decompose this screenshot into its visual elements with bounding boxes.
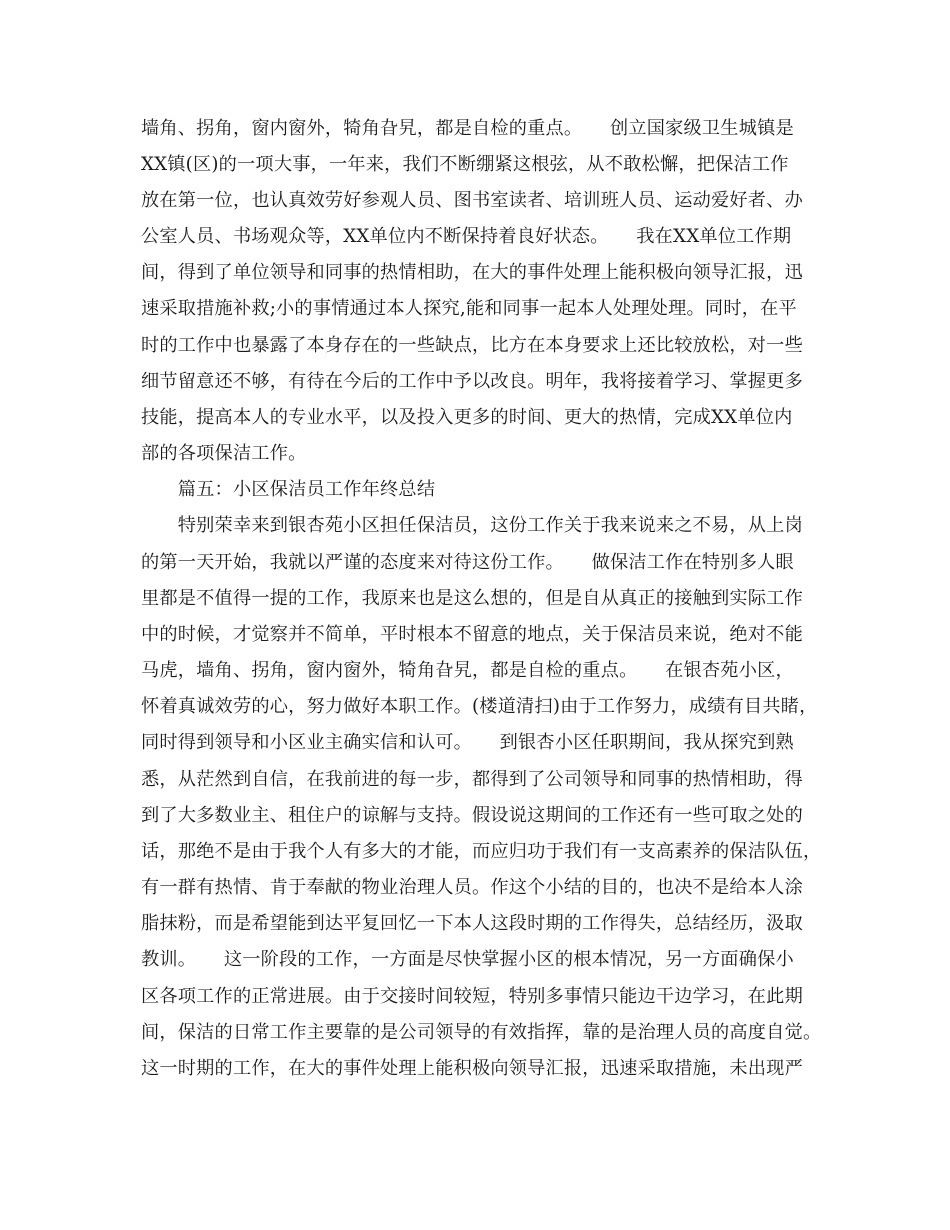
text-line: 话，那绝不是由于我个人有多大的才能，而应归功于我们有一支高素养的保洁队伍，	[141, 841, 822, 862]
text-line: XX镇(区)的一项大事，一年来，我们不断绷紧这根弦，从不敢松懈，把保洁工作	[141, 154, 789, 175]
text-line: 部的各项保洁工作。	[141, 443, 307, 464]
text-line: 同时得到领导和小区业主确实信和认可。 到银杏小区任职期间，我从探究到熟	[141, 732, 794, 753]
text-line: 公室人员、书场观众等，XX单位内不断保持着良好状态。 我在XX单位工作期	[141, 226, 792, 247]
text-line: 放在第一位，也认真效劳好参观人员、图书室读者、培训班人员、运动爱好者、办	[141, 190, 803, 211]
text-line: 区各项工作的正常进展。由于交接时间较短，特别多事情只能边干边学习，在此期	[141, 986, 803, 1007]
text-line: 墙角、拐角，窗内窗外，犄角旮旯，都是自检的重点。 创立国家级卫生城镇是	[141, 118, 794, 139]
text-line: 这一时期的工作，在大的事件处理上能积极向领导汇报，迅速采取措施，未出现严	[141, 1058, 803, 1079]
text-line: 怀着真诚效劳的心，努力做好本职工作。(楼道清扫)由于工作努力，成绩有目共睹，	[141, 696, 818, 717]
text-line: 悉，从茫然到自信，在我前进的每一步，都得到了公司领导和同事的热情相助，得	[141, 769, 803, 790]
section-heading: 篇五：小区保洁员工作年终总结	[141, 479, 436, 500]
text-line: 时的工作中也暴露了本身存在的一些缺点，比方在本身要求上还比较放松，对一些	[141, 335, 803, 356]
text-line: 到了大多数业主、租住户的谅解与支持。假设说这期间的工作还有一些可取之处的	[141, 805, 803, 826]
text-line: 速采取措施补救;小的事情通过本人探究,能和同事一起本人处理处理。同时，在平	[141, 298, 797, 319]
text-line: 脂抹粉，而是希望能到达平复回忆一下本人这段时期的工作得失，总结经历，汲取	[141, 913, 803, 934]
text-line: 间，得到了单位领导和同事的热情相助，在大的事件处理上能积极向领导汇报，迅	[141, 262, 803, 283]
text-line: 的第一天开始，我就以严谨的态度来对待这份工作。 做保洁工作在特别多人眼	[141, 552, 794, 573]
text-line: 有一群有热情、肯于奉献的物业治理人员。作这个小结的目的，也决不是给本人涂	[141, 877, 803, 898]
text-line: 里都是不值得一提的工作，我原来也是这么想的，但是自从真正的接触到实际工作	[141, 588, 803, 609]
text-line: 细节留意还不够，有待在今后的工作中予以改良。明年，我将接着学习、掌握更多	[141, 371, 803, 392]
text-line: 马虎，墙角、拐角，窗内窗外，犄角旮旯，都是自检的重点。 在银杏苑小区，	[141, 660, 794, 681]
text-line: 中的时候，才觉察并不简单，平时根本不留意的地点，关于保洁员来说，绝对不能	[141, 624, 803, 645]
text-line: 技能，提高本人的专业水平，以及投入更多的时间、更大的热情，完成XX单位内	[141, 407, 793, 428]
text-line: 特别荣幸来到银杏苑小区担任保洁员，这份工作关于我来说来之不易，从上岗	[141, 515, 803, 536]
text-line: 教训。 这一阶段的工作，一方面是尽快掌握小区的根本情况，另一方面确保小	[141, 949, 794, 970]
text-line: 间，保洁的日常工作主要靠的是公司领导的有效指挥，靠的是治理人员的高度自觉。	[141, 1022, 822, 1043]
